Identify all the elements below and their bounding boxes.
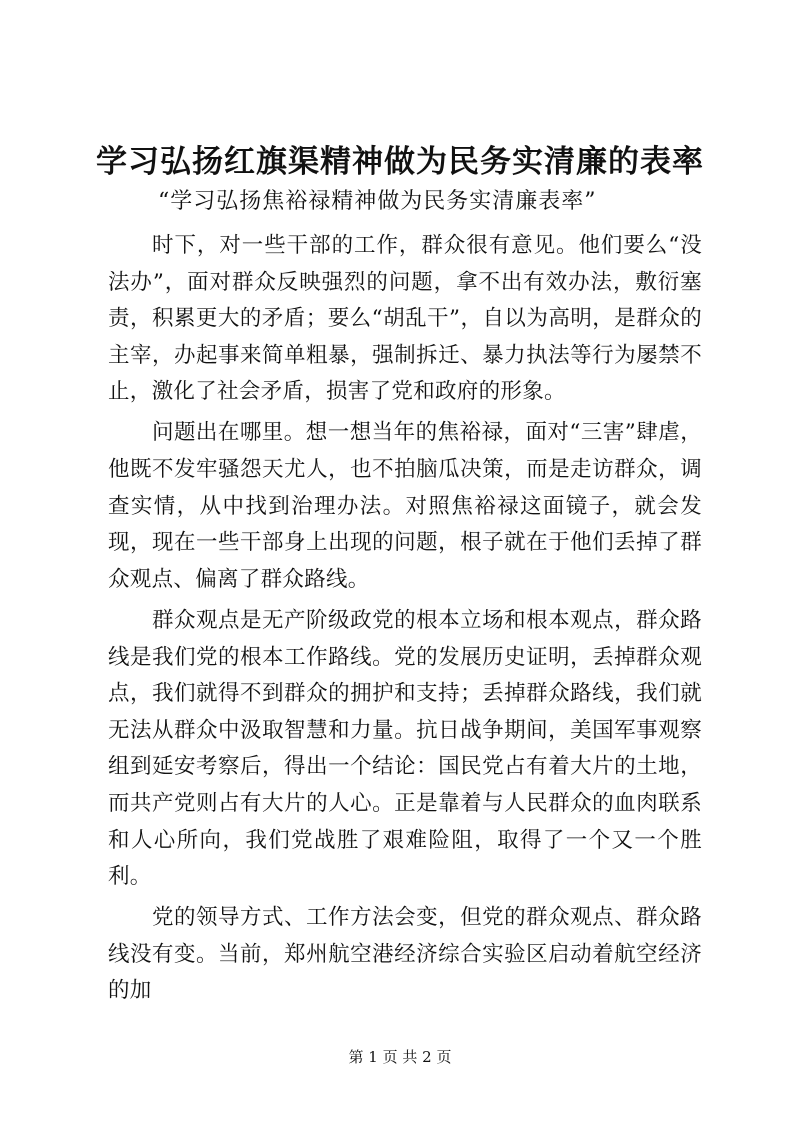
page-number-footer: 第 1 页 共 2 页 — [348, 1048, 452, 1066]
paragraph: 群众观点是无产阶级政党的根本立场和根本观点，群众路线是我们党的根本工作路线。党的发展历史证明，丢掉群众观点，我们就得不到群众的拥护和支持；丢掉群众路线，我们就无法从群众中汲取智慧和力量。抗日战争期间，美国军事观察组到延安考察后，得出一个结论：国民党占有着大片的土地，而共产党则占有大片的人心。正是靠着与人民群众的血肉联系和人心所向，我们党战胜了艰难险阻，取得了一个又一个胜利。 — [108, 607, 702, 890]
paragraph: 问题出在哪里。想一想当年的焦裕禄，面对“三害”肆虐，他既不发牢骚怨天尤人，也不拍脑瓜决策，而是走访群众，调查实情，从中找到治理办法。对照焦裕禄这面镜子，就会发现，现在一些干部身上出现的问题，根子就在于他们丢掉了群众观点、偏离了群众路线。 — [108, 420, 702, 592]
paragraph: 时下，对一些干部的工作，群众很有意见。他们要么“没法办”，面对群众反映强烈的问题，拿不出有效办法，敷衍塞责，积累更大的矛盾；要么“胡乱干”，自以为高明，是群众的主宰，办起事来简单粗暴，强制拆迁、暴力执法等行为屡禁不止，激化了社会矛盾，损害了党和政府的形象。 — [108, 233, 702, 405]
document-body — [108, 228, 702, 1010]
paragraph: 党的领导方式、工作方法会变，但党的群众观点、群众路线没有变。当前，郑州航空港经济综合实验区启动着航空经济的加 — [108, 905, 702, 1004]
document-title: 学习弘扬红旗渠精神做为民务实清廉的表率 — [96, 144, 704, 180]
document-subtitle: “学习弘扬焦裕禄精神做为民务实清廉表率” — [158, 189, 597, 214]
